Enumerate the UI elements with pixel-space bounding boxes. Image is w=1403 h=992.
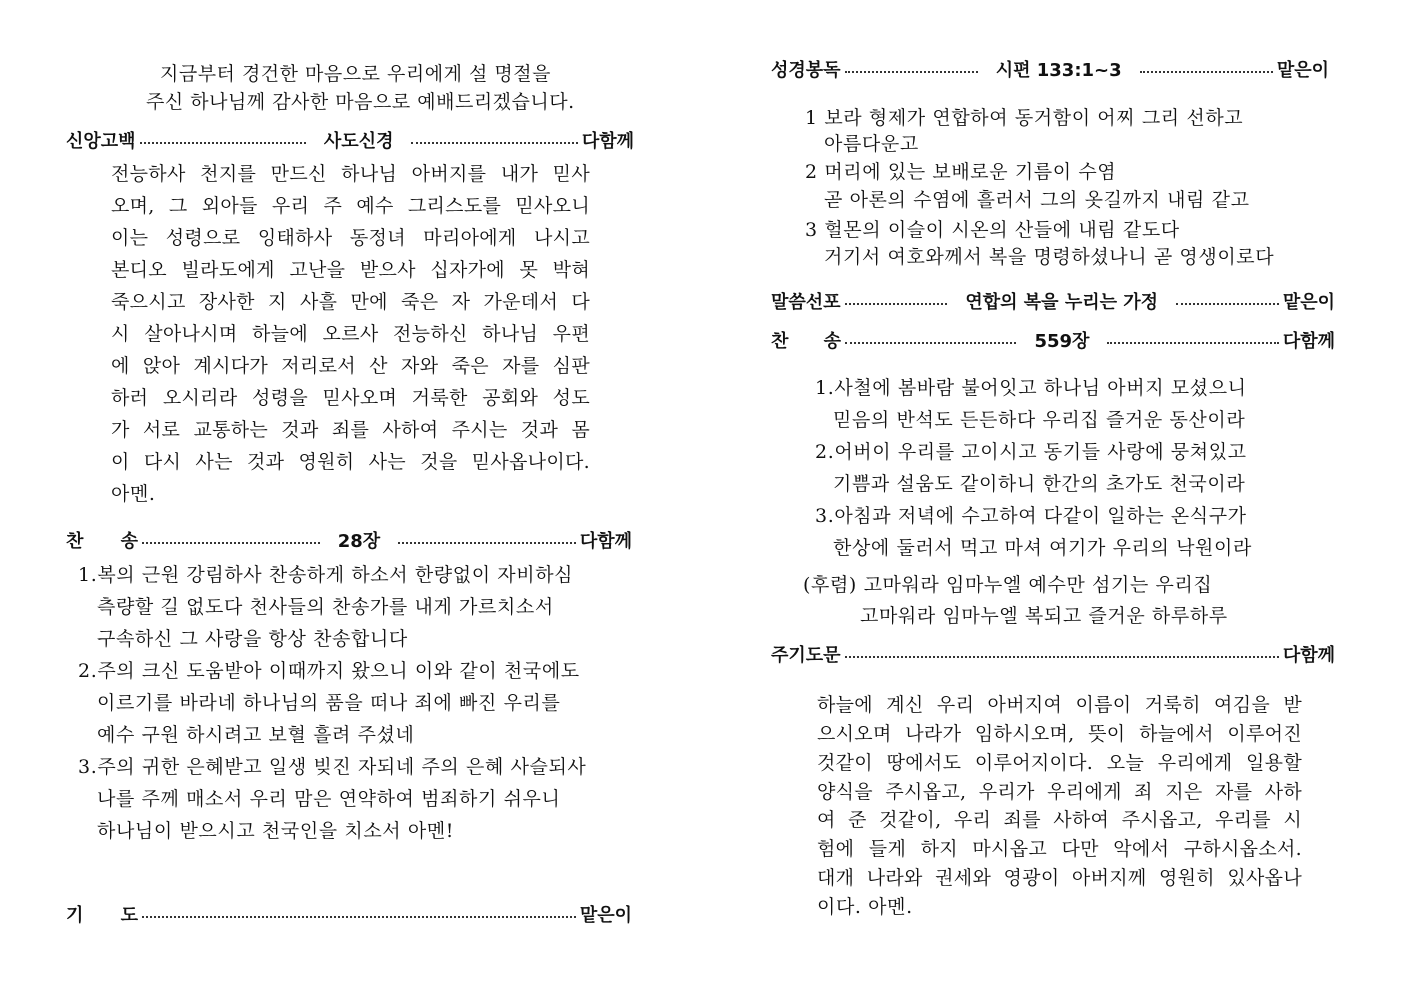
creed-line: 에 앉아 계시다가 저리로서 산 자와 죽은 자를 심판: [111, 355, 590, 377]
lordsprayer-line: 여 준 것같이, 우리 죄를 사하여 주시옵고, 우리를 시: [817, 809, 1302, 831]
scripture-line: 3 헐몬의 이슬이 시온의 산들에 내림 같도다: [805, 219, 1180, 241]
lordsprayer-line: 양식을 주시옵고, 우리가 우리에게 죄 지은 자를 사하: [817, 781, 1302, 803]
leader-dots: [140, 142, 306, 144]
label-char: 기: [66, 905, 84, 926]
lordsprayer-role: 다함께: [1282, 645, 1335, 666]
creed-title: 사도신경: [323, 131, 394, 152]
creed-role: 다함께: [581, 131, 635, 152]
hymn28-line: 이르기를 바라네 하나님의 품을 떠나 죄에 빠진 우리를: [97, 692, 561, 714]
creed-line: 시 살아나시며 하늘에 오르사 전능하신 하나님 우편: [111, 323, 590, 345]
leader-dots: [142, 542, 320, 544]
hymn559-title: 559장: [1034, 331, 1090, 352]
hymn28-line: 예수 구원 하시려고 보혈 흘려 주셨네: [97, 724, 415, 746]
prayer-role: 맡은이: [579, 905, 632, 926]
leader-dots: [142, 916, 576, 918]
intro-line-1: 지금부터 경건한 마음으로 우리에게 설 명절을: [160, 63, 551, 85]
hymn28-line: 1.복의 근원 강림하사 찬송하게 하소서 한량없이 자비하심: [78, 564, 574, 586]
hymn559-role: 다함께: [1282, 331, 1336, 352]
sermon-title: 연합의 복을 누리는 가정: [965, 292, 1159, 313]
lordsprayer-line: 것같이 땅에서도 이루어지이다. 오늘 우리에게 일용할: [817, 752, 1302, 774]
creed-line: 아멘.: [111, 483, 156, 505]
leader-dots: [845, 303, 948, 305]
creed-label: 신앙고백: [66, 131, 136, 152]
creed-line: 하러 오시리라 성령을 믿사오며 거룩한 공회와 성도: [111, 387, 590, 409]
creed-line: 가 서로 교통하는 것과 죄를 사하여 주시는 것과 몸: [111, 419, 590, 441]
creed-line: 본디오 빌라도에게 고난을 받으사 십자가에 못 박혀: [111, 259, 590, 281]
leader-dots: [411, 142, 577, 144]
creed-line: 이 다시 사는 것과 영원히 사는 것을 믿사옵나이다.: [111, 451, 590, 473]
lordsprayer-line: 으시오며 나라가 임하시오며, 뜻이 하늘에서 이루어진: [817, 723, 1302, 745]
prayer-header: [66, 901, 632, 927]
creed-line: 전능하사 천지를 만드신 하나님 아버지를 내가 믿사: [111, 163, 590, 185]
scripture-line: 1 보라 형제가 연합하여 동거함이 어찌 그리 선하고: [805, 107, 1244, 129]
label-char: 찬: [66, 531, 84, 552]
lordsprayer-line: 험에 들게 하지 마시옵고 다만 악에서 구하시옵소서.: [817, 838, 1302, 860]
hymn559-refrain: (후렴) 고마워라 임마누엘 예수만 섬기는 우리집: [803, 574, 1213, 596]
leader-dots: [398, 542, 576, 544]
hymn559-line: 1.사철에 봄바람 불어잇고 하나님 아버지 모셨으니: [815, 377, 1247, 399]
leader-dots: [1140, 71, 1273, 73]
prayer-label: [66, 901, 138, 927]
leader-dots: [1107, 342, 1278, 344]
leader-dots: [845, 342, 1016, 344]
hymn559-line: 한상에 둘러서 먹고 마셔 여기가 우리의 낙원이라: [833, 537, 1252, 559]
hymn28-line: 2.주의 크신 도움받아 이때까지 왔으니 이와 같이 천국에도: [78, 660, 580, 682]
creed-line: 죽으시고 장사한 지 사흘 만에 죽은 자 가운데서 다: [111, 291, 590, 313]
leader-dots: [845, 656, 1279, 658]
hymn559-header: [771, 327, 1335, 353]
hymn28-role: 다함께: [579, 531, 633, 552]
hymn28-line: 측량할 길 없도다 천사들의 찬송가를 내게 가르치소서: [97, 596, 554, 618]
label-char: 송: [120, 531, 138, 552]
hymn559-line: 3.아침과 저녁에 수고하여 다같이 일하는 온식구가: [815, 505, 1247, 527]
creed-header: [66, 127, 634, 153]
hymn559-line: 2.어버이 우리를 고이시고 동기들 사랑에 뭉쳐있고: [815, 441, 1247, 463]
label-char: 송: [823, 331, 841, 352]
scripture-role: 맡은이: [1276, 60, 1329, 81]
scripture-line: 아름다운고: [824, 133, 919, 155]
creed-line: 이는 성령으로 잉태하사 동정녀 마리아에게 나시고: [111, 227, 590, 249]
label-char: 찬: [771, 331, 789, 352]
hymn559-line: 믿음의 반석도 든든하다 우리집 즐거운 동산이라: [833, 409, 1246, 431]
scripture-line: 2 머리에 있는 보배로운 기름이 수염: [805, 161, 1117, 183]
lordsprayer-line: 이다. 아멘.: [817, 896, 913, 918]
leader-dots: [1176, 303, 1279, 305]
creed-line: 오며, 그 외아들 우리 주 예수 그리스도를 믿사오니: [111, 195, 590, 217]
hymn28-header: [66, 527, 632, 553]
scripture-title: 시편 133:1~3: [995, 60, 1122, 81]
scripture-header: [771, 56, 1329, 82]
hymn559-line: 기쁨과 설움도 같이하니 한간의 초가도 천국이라: [833, 473, 1246, 495]
hymn559-refrain: 고마워라 임마누엘 복되고 즐거운 하루하루: [860, 605, 1228, 627]
sermon-role: 맡은이: [1282, 292, 1336, 313]
sermon-label: 말씀선포: [771, 292, 841, 313]
hymn28-label: [66, 527, 138, 553]
hymn28-line: 구속하신 그 사랑을 항상 찬송합니다: [97, 628, 408, 650]
hymn28-line: 하나님이 받으시고 천국인을 치소서 아멘!: [97, 820, 455, 842]
hymn28-title: 28장: [337, 531, 381, 552]
lordsprayer-header: [771, 641, 1335, 667]
hymn28-line: 3.주의 귀한 은혜받고 일생 빚진 자되네 주의 은혜 사슬되사: [78, 756, 587, 778]
intro-line-2: 주신 하나님께 감사한 마음으로 예배드리겠습니다.: [146, 91, 575, 113]
hymn559-label: [771, 327, 841, 353]
leader-dots: [845, 71, 978, 73]
label-char: 도: [120, 905, 138, 926]
lordsprayer-label: 주기도문: [771, 645, 841, 666]
lordsprayer-line: 대개 나라와 권세와 영광이 아버지께 영원히 있사옵나: [817, 867, 1302, 889]
scripture-line: 거기서 여호와께서 복을 명령하셨나니 곧 영생이로다: [824, 246, 1275, 268]
lordsprayer-line: 하늘에 계신 우리 아버지여 이름이 거룩히 여김을 받: [817, 694, 1302, 716]
scripture-label: 성경봉독: [771, 60, 841, 81]
sermon-header: [771, 288, 1335, 314]
hymn28-line: 나를 주께 매소서 우리 맘은 연약하여 범죄하기 쉬우니: [97, 788, 561, 810]
scripture-line: 곧 아론의 수염에 흘러서 그의 옷길까지 내림 같고: [824, 189, 1250, 211]
